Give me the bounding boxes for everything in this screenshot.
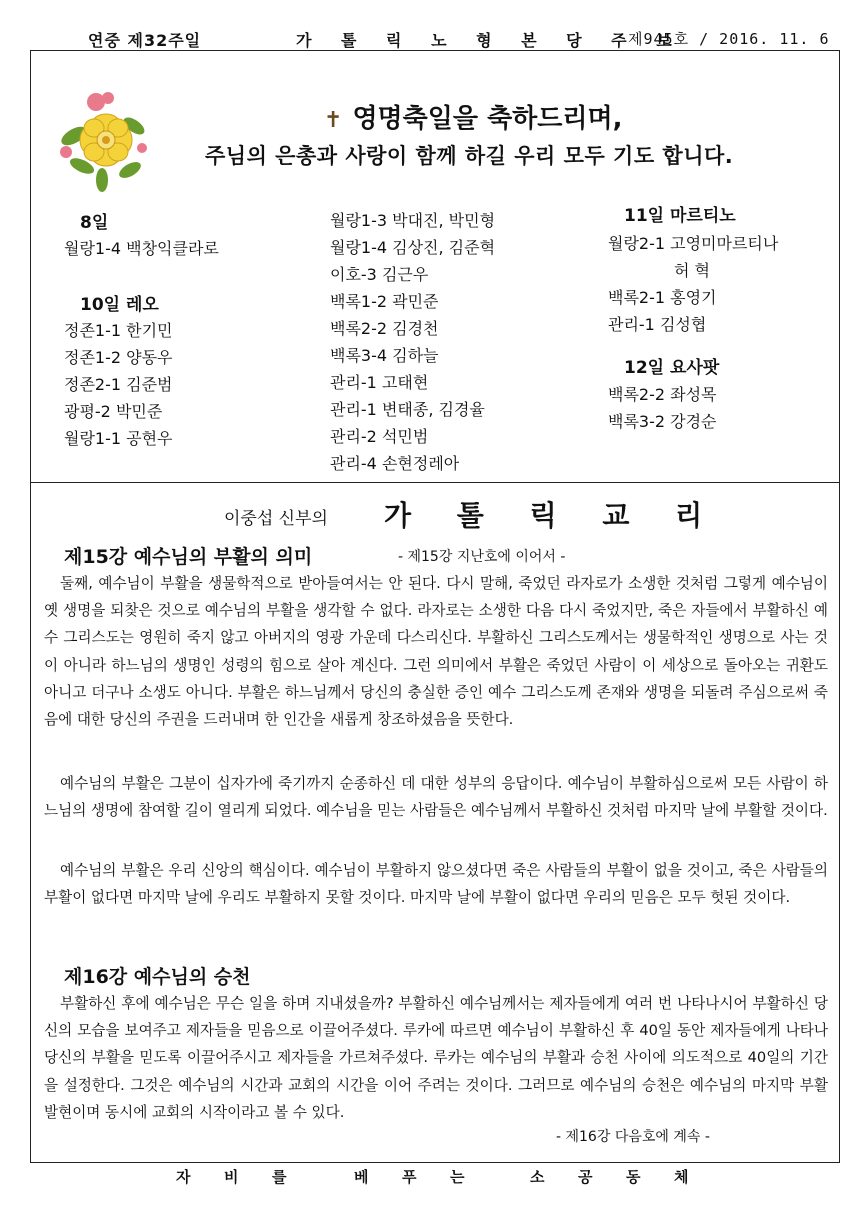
lecture-author: 이중섭 신부의 xyxy=(224,509,328,529)
feast-day-10-title: 10일 레오 xyxy=(80,295,159,315)
section-15-paragraph-1: 둘째, 예수님이 부활을 생물학적으로 받아들여서는 안 된다. 다시 말해, 죽었던 라자로가 소생한 것처럼 그렇게 예수님이 옛 생명을 되찾은 것으로 예수님의 부활을 생각할 수 없다. 라자로는 소생한 다음 다시 죽었지만, 죽은 자들에서 부활하신 예수 그리스도는 영원히 죽지 않고 아버지의 영광 가운데 다스리신다. 부활하신 그리스도께서는 생물학적인 생명으로 사는 것이 아니라 하느님의 생명인 성령의 힘으로 살아 계신다. 그런 의미에서 부활은 죽었던 사람이 이 세상으로 돌아오는 귀환도 아니고 더구나 소생도 아니다. 부활은 하느님께서 당신의 충실한 증인 예수 그리스도께 존재와 생명을 되돌려 주심으로써 죽음에 대한 당신의 주권을 드러내며 한 인간을 새롭게 창조하셨음을 뜻한다. xyxy=(44,575,828,729)
feast-entry: 백록3-2 강경순 xyxy=(608,412,717,431)
feast-entry: 월랑1-1 공현우 xyxy=(64,429,173,448)
feast-entry: 월랑1-4 김상진, 김준혁 xyxy=(330,238,496,257)
feast-entry: 광평-2 박민준 xyxy=(64,402,163,421)
section-16-continued-note: - 제16강 다음호에 계속 - xyxy=(556,1129,710,1145)
feast-entry: 백록2-2 좌성목 xyxy=(608,385,717,404)
greeting-line-2: 주님의 은총과 사랑이 함께 하길 우리 모두 기도 합니다. xyxy=(205,144,734,168)
feast-entry: 허 혁 xyxy=(674,261,710,280)
feast-entry: 관리-2 석민범 xyxy=(330,427,429,446)
slogan-char: 비 xyxy=(224,1168,239,1186)
slogan-char: 를 xyxy=(272,1168,287,1186)
feast-entry: 월랑1-3 박대진, 박민형 xyxy=(330,211,496,230)
feast-entry: 관리-4 손현정레아 xyxy=(330,454,460,473)
slogan-char: 공 xyxy=(578,1168,593,1186)
lecture-title: 가 톨 릭 교 리 xyxy=(384,499,721,532)
feast-entry: 백록2-1 홍영기 xyxy=(608,288,717,307)
feast-entry: 정존1-1 한기민 xyxy=(64,321,173,340)
feast-entry: 정존1-2 양동우 xyxy=(64,348,173,367)
bulletin-title: 가 톨 릭 노 형 본 당 주 보 xyxy=(296,31,684,50)
slogan-char: 푸 xyxy=(402,1168,417,1186)
section-15-paragraph-3: 예수님의 부활은 우리 신앙의 핵심이다. 예수님이 부활하지 않으셨다면 죽은 사람들의 부활이 없을 것이고, 죽은 사람들의 부활이 없다면 마지막 날에 우리도 부활하지 못할 것이다. 마지막 날에 부활이 없다면 우리의 믿음은 모두 헛된 것이다. xyxy=(44,862,828,907)
feast-entry: 관리-1 변태종, 김경율 xyxy=(330,400,485,419)
section-divider xyxy=(30,482,840,483)
slogan-char: 는 xyxy=(450,1168,465,1186)
section-16-title: 제16강 예수님의 승천 xyxy=(64,966,251,988)
feast-entry: 월랑2-1 고영미마르티나 xyxy=(608,234,779,253)
week-label: 연중 제32주일 xyxy=(88,31,202,50)
feast-day-12-title: 12일 요사팟 xyxy=(624,358,720,378)
greeting-line-1 xyxy=(324,98,623,135)
feast-entry: 백록3-4 김하늘 xyxy=(330,346,439,365)
slogan-char: 동 xyxy=(626,1168,641,1186)
feast-entry: 백록1-2 곽민준 xyxy=(330,292,439,311)
feast-entry: 관리-1 김성협 xyxy=(608,315,707,334)
issue-number: 제945호 / 2016. 11. 6 xyxy=(628,30,830,48)
section-15-note: - 제15강 지난호에 이어서 - xyxy=(398,549,566,565)
slogan-char: 소 xyxy=(530,1168,545,1186)
slogan-char: 베 xyxy=(354,1168,369,1186)
feast-entry: 월랑1-4 백창익클라로 xyxy=(64,239,219,258)
feast-day-11-title: 11일 마르티노 xyxy=(624,206,736,226)
feast-entry: 관리-1 고태현 xyxy=(330,373,429,392)
slogan-char: 자 xyxy=(176,1168,191,1186)
feast-entry: 정존2-1 김준범 xyxy=(64,375,173,394)
feast-day-8-title: 8일 xyxy=(80,213,109,233)
feast-entry: 이호-3 김근우 xyxy=(330,265,429,284)
feast-entry: 백록2-2 김경천 xyxy=(330,319,439,338)
greeting-text-1: 영명축일을 축하드리며, xyxy=(352,104,623,134)
slogan-char: 체 xyxy=(674,1168,689,1186)
cross-icon: ✝ xyxy=(324,108,343,133)
section-15-title: 제15강 예수님의 부활의 의미 xyxy=(64,546,313,568)
section-15-paragraph-2: 예수님의 부활은 그분이 십자가에 죽기까지 순종하신 데 대한 성부의 응답이다. 예수님이 부활하심으로써 모든 사람이 하느님의 생명에 참여할 길이 열리게 되었다. 예수님을 믿는 사람들은 예수님께서 부활하신 것처럼 마지막 날에 부활할 것이다. xyxy=(44,775,828,820)
flower-icon xyxy=(52,88,156,192)
section-16-paragraph-1: 부활하신 후에 예수님은 무슨 일을 하며 지내셨을까? 부활하신 예수님께서는 제자들에게 여러 번 나타나시어 부활하신 당신의 모습을 보여주고 제자들을 믿음으로 이끌어주셨다. 루카에 따르면 예수님이 부활하신 후 40일 동안 제자들에게 나타나 당신의 부활을 믿도록 이끌어주시고 제자들을 가르쳐주셨다. 루카는 예수님의 부활과 승천 사이에 의도적으로 40일의 기간을 설정한다. 그것은 예수님의 시간과 교회의 시간을 이어 주려는 것이다. 그러므로 예수님의 승천은 예수님의 마지막 부활 발현이며 동시에 교회의 시작이라고 볼 수 있다. xyxy=(44,995,828,1121)
